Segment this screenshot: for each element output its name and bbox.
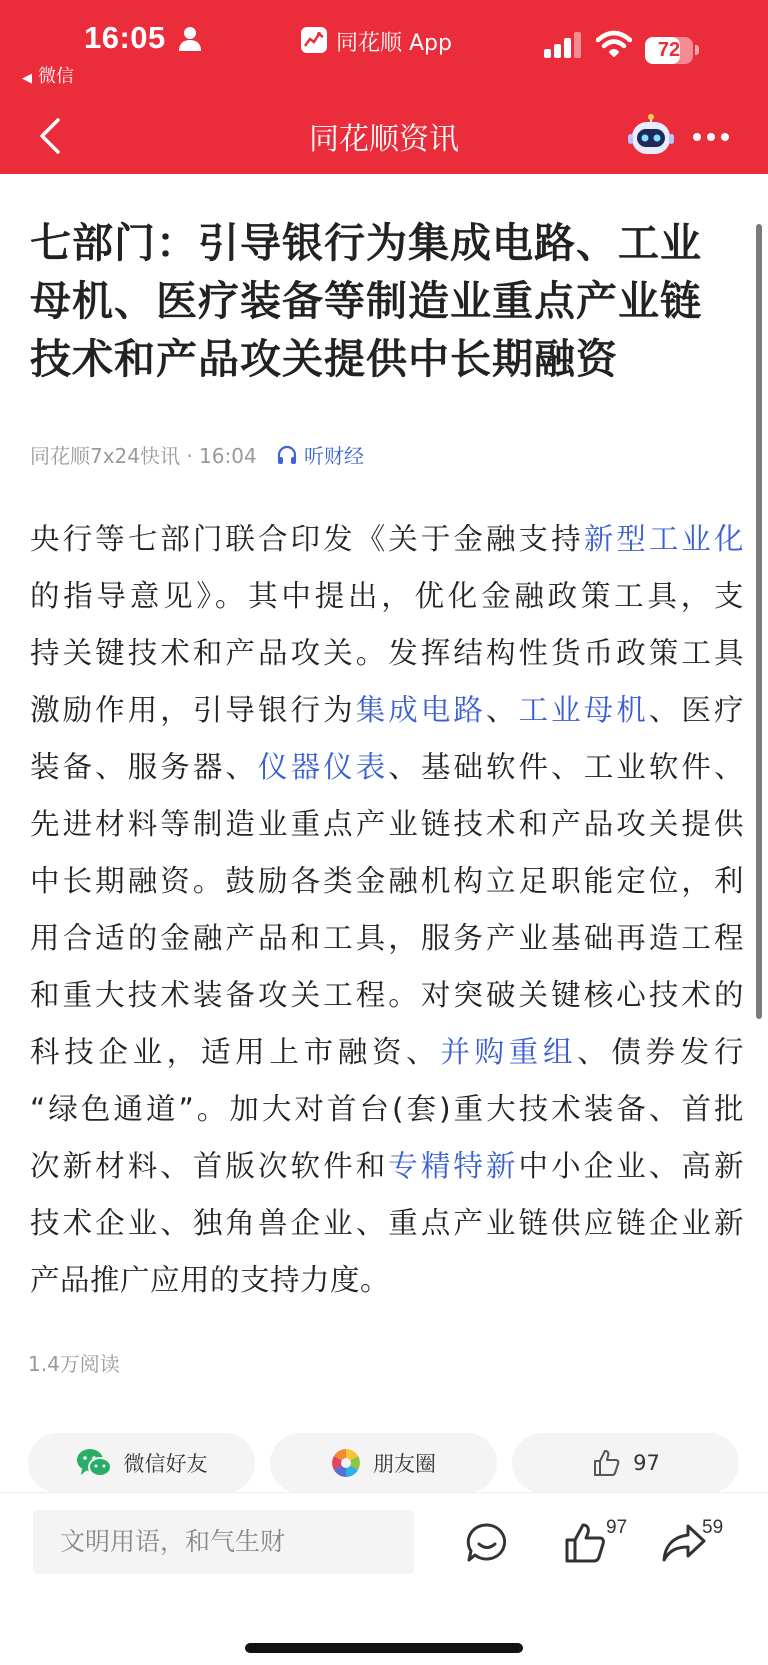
body-text: 和重大技术装备攻关工程。对突破关键核心技术的 (30, 978, 744, 1012)
battery-cap (695, 45, 699, 55)
listen-label: 听财经 (304, 444, 364, 468)
status-time: 16:05 (84, 20, 166, 55)
keyword-link[interactable]: 集成电路 (355, 693, 486, 727)
body-line (30, 739, 744, 796)
body-text: 中小企业、高新 (518, 1149, 744, 1183)
thumbs-up-icon (591, 1448, 621, 1478)
body-line (30, 910, 744, 967)
share-arrow-icon[interactable] (661, 1522, 707, 1564)
body-text: 技术企业、独角兽企业、重点产业链供应链企业新 (30, 1206, 744, 1240)
share-moments-button[interactable] (270, 1433, 497, 1493)
app-header (0, 0, 768, 174)
keyword-link[interactable]: 并购重组 (440, 1035, 578, 1069)
keyword-link[interactable]: 专精特新 (388, 1149, 519, 1183)
body-line (30, 853, 744, 910)
read-count: 1.4万阅读 (28, 1352, 120, 1376)
app-name: 同花顺 App (336, 31, 452, 56)
moments-icon (331, 1448, 361, 1478)
keyword-link[interactable]: 新型工业化 (583, 522, 744, 556)
body-text: “绿色通道”。加大对首台(套)重大技术装备、首批 (30, 1092, 744, 1126)
body-text: 中长期融资。鼓励各类金融机构立足职能定位，利 (30, 864, 744, 898)
wifi-icon (596, 30, 632, 58)
scrollbar[interactable] (756, 224, 762, 1019)
like-button[interactable] (512, 1433, 739, 1493)
robot-assistant-icon[interactable] (628, 114, 674, 158)
article-title (30, 214, 744, 388)
body-line (30, 796, 744, 853)
body-line (30, 1081, 744, 1138)
title-line: 技术和产品攻关提供中长期融资 (30, 335, 618, 383)
share-wechat-label: 微信好友 (123, 1452, 208, 1476)
more-icon[interactable] (692, 132, 730, 142)
body-text: 装备、服务器、 (30, 750, 258, 784)
page-title: 同花顺资讯 (309, 122, 459, 157)
body-text: 用合适的金融产品和工具，服务产业基础再造工程 (30, 921, 744, 955)
like-count: 97 (633, 1451, 660, 1475)
app-logo-icon (300, 26, 328, 54)
body-line (30, 511, 744, 568)
back-triangle-icon: ◀ (22, 71, 32, 86)
body-text: 、基础软件、工业软件、 (388, 750, 744, 784)
body-line (30, 625, 744, 682)
body-text: 产品推广应用的支持力度。 (30, 1263, 391, 1297)
body-text: 激励作用，引导银行为 (30, 693, 356, 727)
body-line (30, 1252, 744, 1309)
body-text: 的指导意见》。其中提出，优化金融政策工具，支 (30, 579, 744, 613)
body-line (30, 1195, 744, 1252)
article-body (30, 511, 744, 1309)
cellular-signal-icon (544, 32, 584, 58)
battery-indicator (645, 37, 693, 64)
body-text: 央行等七部门联合印发《关于金融支持 (30, 522, 584, 556)
share-badge: 59 (702, 1517, 724, 1538)
back-app-label: 微信 (38, 66, 74, 87)
battery-percent: 72 (657, 39, 681, 61)
comment-input[interactable]: 文明用语，和气生财 (33, 1510, 414, 1574)
body-line (30, 1138, 744, 1195)
title-line: 七部门：引导银行为集成电路、工业 (30, 219, 702, 267)
body-line (30, 1024, 744, 1081)
body-text: 持关键技术和产品攻关。发挥结构性货币政策工具 (30, 636, 744, 670)
like-toolbar-icon[interactable] (563, 1521, 607, 1565)
wechat-icon (76, 1448, 112, 1478)
body-text: 先进材料等制造业重点产业链技术和产品攻关提供 (30, 807, 744, 841)
body-line (30, 967, 744, 1024)
headphones-icon (276, 444, 298, 466)
body-line (30, 568, 744, 625)
title-line: 母机、医疗装备等制造业重点产业链 (30, 277, 702, 325)
body-text: 、 (485, 693, 519, 727)
back-to-wechat[interactable] (22, 62, 74, 88)
body-text: 、债券发行 (577, 1035, 744, 1069)
body-text: 次新材料、首版次软件和 (30, 1149, 389, 1183)
keyword-link[interactable]: 仪器仪表 (258, 750, 389, 784)
home-indicator[interactable] (245, 1643, 523, 1653)
body-text: 科技企业，适用上市融资、 (30, 1035, 441, 1069)
article-source: 同花顺7x24快讯 · 16:04 (30, 444, 257, 468)
share-moments-label: 朋友圈 (373, 1452, 436, 1476)
like-badge: 97 (606, 1517, 628, 1538)
comment-icon[interactable] (466, 1522, 508, 1564)
body-text: 、医疗 (648, 693, 744, 727)
share-wechat-button[interactable] (28, 1433, 255, 1493)
keyword-link[interactable]: 工业母机 (518, 693, 649, 727)
body-line (30, 682, 744, 739)
bottom-divider (0, 1492, 768, 1493)
person-icon (178, 26, 202, 52)
listen-button[interactable] (276, 440, 364, 469)
